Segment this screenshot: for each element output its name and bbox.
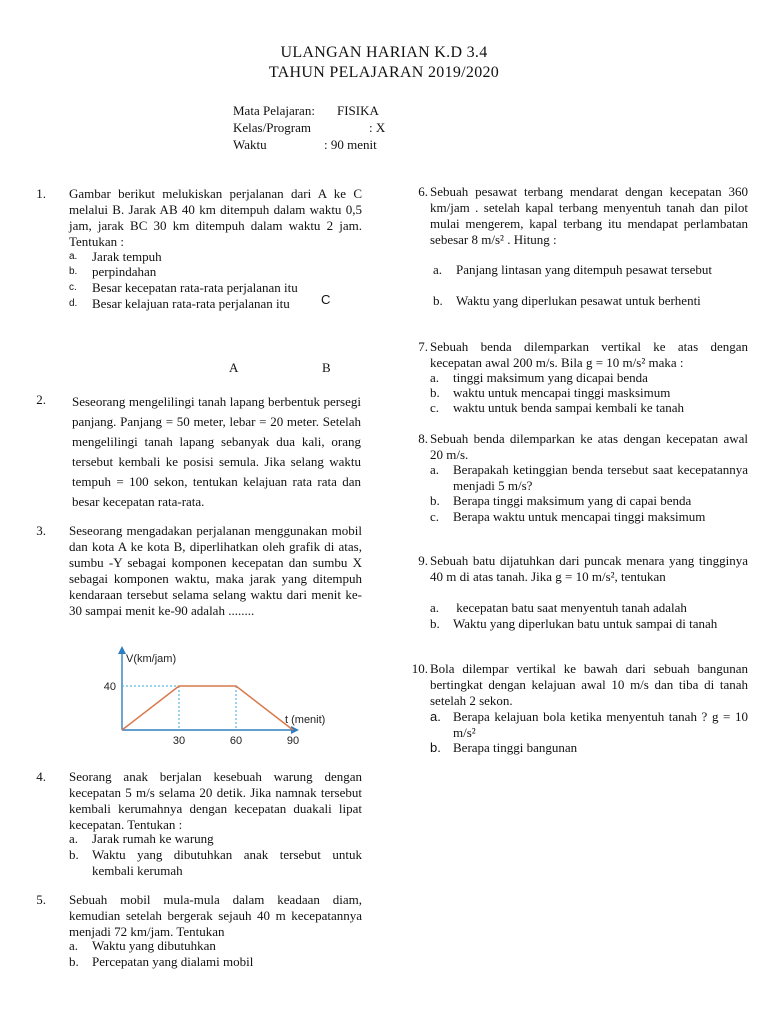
question-number: 6. <box>418 184 428 199</box>
y-tick-label-40: 40 <box>103 681 116 693</box>
point-c-label: C <box>321 292 331 307</box>
question-number: 9. <box>418 553 428 568</box>
question-text: Sebuah pesawat terbang mendarat dengan kecepatan 360 km/jam . setelah kapal terbang menyentuh tanah dan pilot mulai mengerem, kapal terbang itu mendapat perlambatan sebesar 8 m/s² . Hitung : <box>430 184 748 247</box>
question-text: Seorang anak berjalan kesebuah warung dengan kecepatan 5 m/s selama 20 detik. Jika namnak tersebut kembali kerumahnya dengan kecepatan duakali lipat kecepatan. Tentukan : <box>69 769 362 832</box>
x-axis-label: t (menit) <box>285 714 325 726</box>
velocity-series-line <box>122 686 293 730</box>
subject-label: Mata Pelajaran: <box>233 103 315 118</box>
document-subtitle: TAHUN PELAJARAN 2019/2020 <box>268 64 500 81</box>
question-text: Bola dilempar vertikal ke bawah dari sebuah bangunan bertingkat dengan kelajuan awal 10 m/s dan tiba di tanah setelah 2 sekon. <box>430 661 748 708</box>
question-text: Sebuah batu dijatuhkan dari puncak menara yang tingginya 40 m di atas tanah. Jika g = 10 m/s², tentukan <box>430 553 748 584</box>
question-number: 8. <box>418 431 428 446</box>
question-number: 5. <box>36 892 46 907</box>
class-value: : X <box>369 120 386 135</box>
y-axis-label: V(km/jam) <box>126 653 177 665</box>
question-number: 2. <box>36 392 46 407</box>
question-text: Sebuah benda dilemparkan vertikal ke atas dengan kecepatan awal 200 m/s. Bila g = 10 m/s² maka : <box>430 339 748 370</box>
point-b-label: B <box>322 360 331 375</box>
time-value: : 90 menit <box>324 137 377 152</box>
question-text: Seseorang mengelilingi tanah lapang berbentuk persegi panjang. Panjang = 50 meter, lebar = 20 meter. Setelah mengelilingi tanah lapang sebanyak dua kali, orang tersebut kembali ke posisi semula. Jika selang waktu tempuh = 100 sekon, tentukan kelajuan rata rata dan besar kecepatan rata-rata. <box>72 394 361 509</box>
question-number: 7. <box>418 339 428 354</box>
x-tick-label-90: 90 <box>286 735 300 747</box>
question-number: 10. <box>411 661 428 676</box>
question-text: Sebuah mobil mula-mula dalam keadaan diam, kemudian setelah bergerak sejauh 40 m kecepatannya menjadi 72 km/jam. Tentukan <box>69 892 362 939</box>
subject-value: FISIKA <box>337 103 379 118</box>
question-text: Seseorang mengadakan perjalanan menggunakan mobil dan kota A ke kota B, diperlihatkan oleh grafik di atas, sumbu -Y sebagai komponen kecepatan dan sumbu X sebagai komponen waktu, maka jarak yang ditempuh kendaraan tersebut selama selang waktu dari menit ke-30 sampai menit ke-90 adalah ........ <box>69 523 362 618</box>
question-text: Sebuah benda dilemparkan ke atas dengan kecepatan awal 20 m/s. <box>430 431 748 462</box>
x-tick-label-60: 60 <box>229 735 243 747</box>
point-a-label: A <box>229 360 239 375</box>
question-text: Gambar berikut melukiskan perjalanan dari A ke C melalui B. Jarak AB 40 km ditempuh dalam waktu 0,5 jam, jarak BC 30 km ditempuh dalam waktu 2 jam. Tentukan : <box>69 186 362 249</box>
question-number: 4. <box>36 769 46 784</box>
x-tick-label-30: 30 <box>172 735 186 747</box>
time-label: Waktu <box>233 137 267 152</box>
y-axis-arrow <box>118 646 126 654</box>
question-number: 1. <box>36 186 46 201</box>
class-label: Kelas/Program <box>233 120 311 135</box>
question-number: 3. <box>36 523 46 538</box>
velocity-time-chart <box>95 645 325 755</box>
document-title: ULANGAN HARIAN K.D 3.4 <box>280 44 488 61</box>
